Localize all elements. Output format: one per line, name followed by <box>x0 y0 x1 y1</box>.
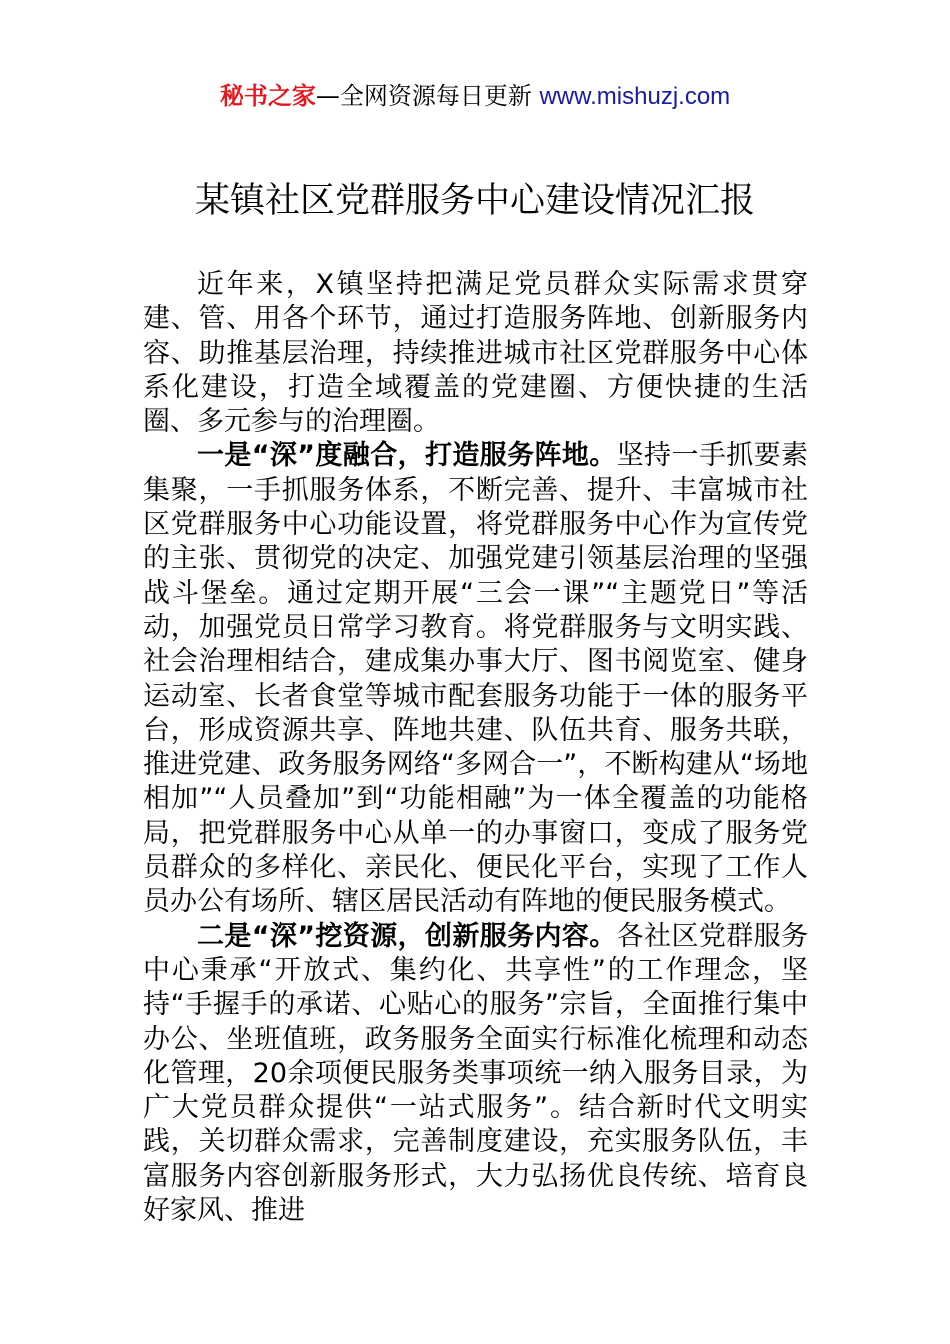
site-url-link[interactable]: www.mishuzj.com <box>539 83 731 110</box>
header-tagline: —全网资源每日更新 <box>315 82 532 110</box>
document-body <box>143 268 808 1228</box>
paragraph-text: 近年来，X镇坚持把满足党员群众实际需求贯穿建、管、用各个环节，通过打造服务阵地、创新服务内容、助推基层治理，持续推进城市社区党群服务中心体系化建设，打造全域覆盖的党建圈、方便快捷的生活圈、多元参与的治理圈。 <box>143 269 808 438</box>
document-title: 某镇社区党群服务中心建设情况汇报 <box>194 181 755 221</box>
site-header <box>0 80 950 113</box>
paragraph-section-one <box>143 439 808 919</box>
brand-name: 秘书之家 <box>219 82 316 110</box>
section-heading: 一是“深”度融合，打造服务阵地。 <box>197 440 617 472</box>
paragraph-text: 各社区党群服务中心秉承“开放式、集约化、共享性”的工作理念，坚持“手握手的承诺、心贴心的服务”宗旨，全面推行集中办公、坐班值班，政务服务全面实行标准化梳理和动态化管理，20余项便民服务类事项统一纳入服务目录，为广大党员群众提供“一站式服务”。结合新时代文明实践，关切群众需求，完善制度建设，充实服务队伍，丰富服务内容创新服务形式，大力弘扬优良传统、培育良好家风、推进 <box>143 920 808 1227</box>
paragraph-section-two <box>143 920 808 1229</box>
paragraph-text: 坚持一手抓要素集聚，一手抓服务体系，不断完善、提升、丰富城市社区党群服务中心功能设置，将党群服务中心作为宣传党的主张、贯彻党的决定、加强党建引领基层治理的坚强战斗堡垒。通过定期开展“三会一课”“主题党日”等活动，加强党员日常学习教育。将党群服务与文明实践、社会治理相结合，建成集办事大厅、图书阅览室、健身运动室、长者食堂等城市配套服务功能于一体的服务平台，形成资源共享、阵地共建、队伍共育、服务共联，推进党建、政务服务网络“多网合一”，不断构建从“场地相加”“人员叠加”到“功能相融”为一体全覆盖的功能格局，把党群服务中心从单一的办事窗口，变成了服务党员群众的多样化、亲民化、便民化平台，实现了工作人员办公有场所、辖区居民活动有阵地的便民服务模式。 <box>143 440 808 918</box>
paragraph-intro <box>143 268 808 439</box>
section-heading: 二是“深”挖资源，创新服务内容。 <box>197 920 617 952</box>
